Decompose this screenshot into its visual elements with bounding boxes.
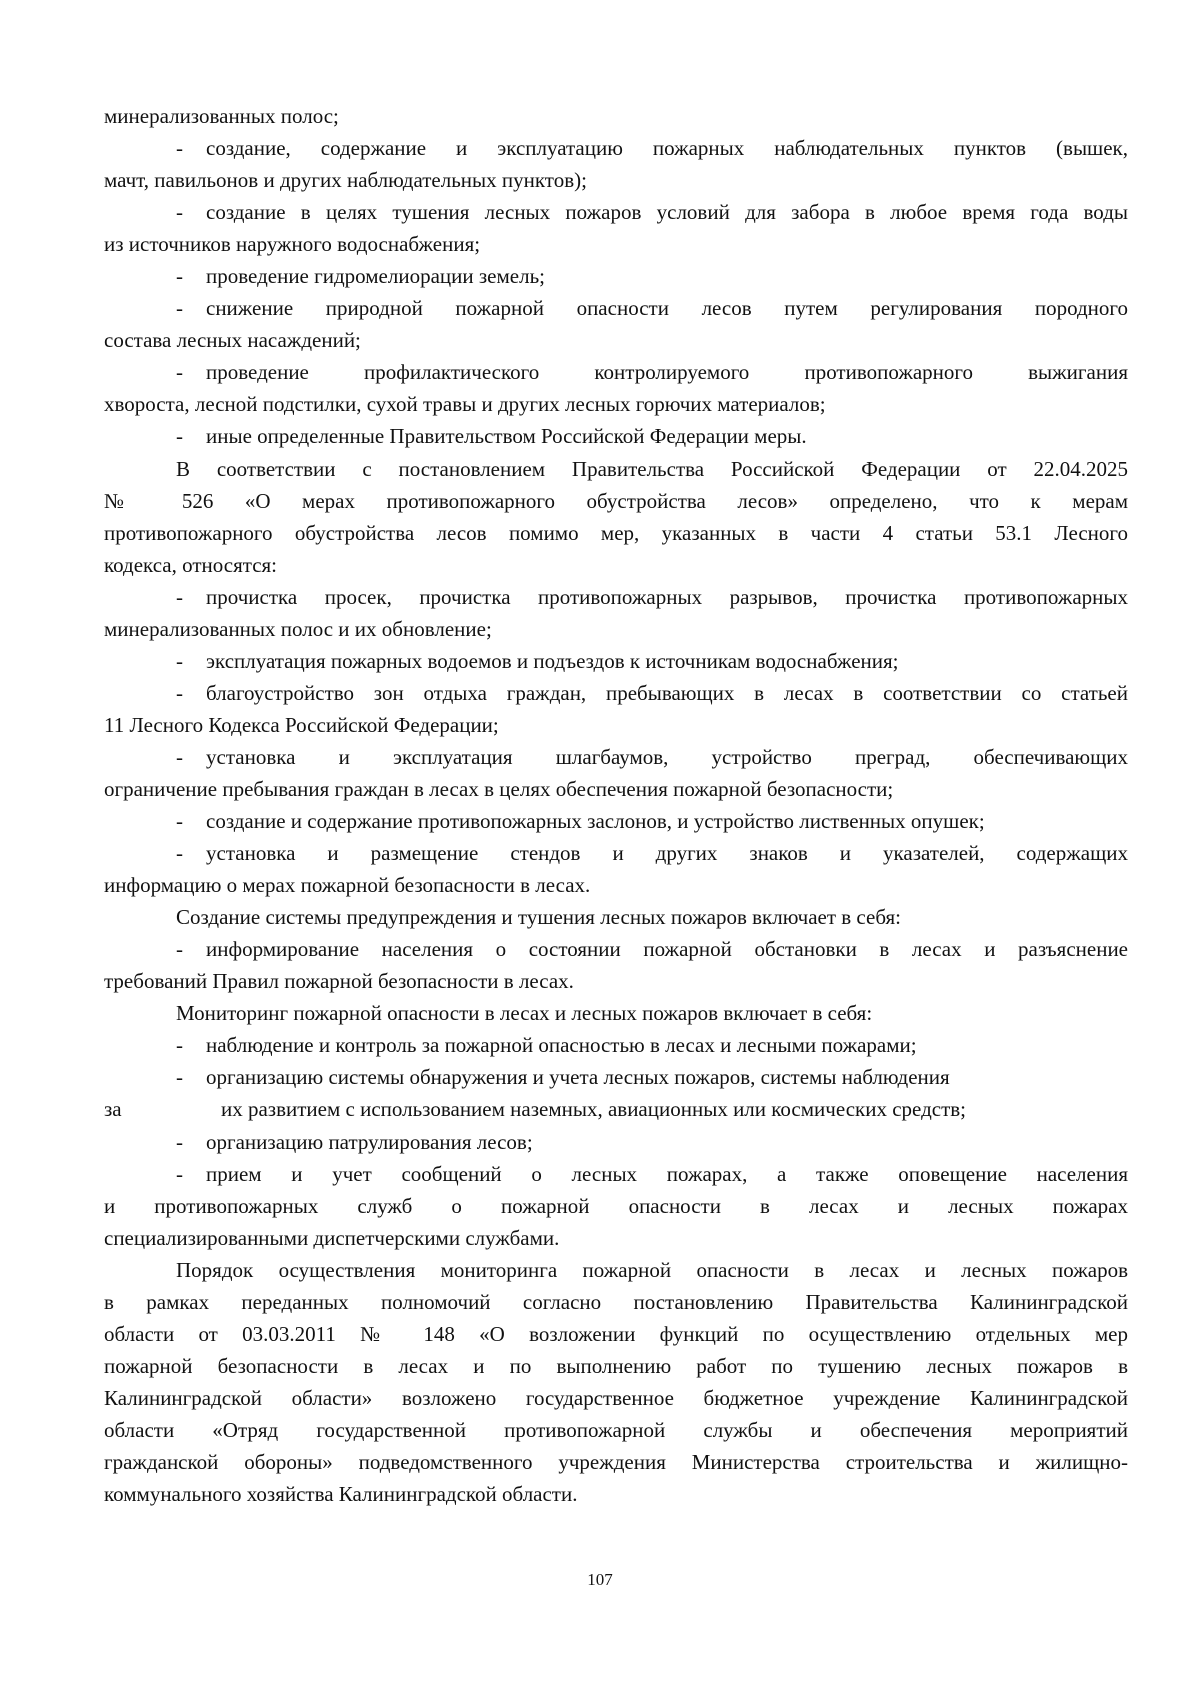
text-line	[104, 709, 1128, 741]
line-text: кодекса, относятся:	[104, 552, 278, 577]
paragraph-za	[104, 1093, 1128, 1125]
line-text: ограничение пребывания граждан в лесах в целях обеспечения пожарной безопасности;	[104, 776, 894, 801]
paragraph-bullet	[104, 645, 1128, 677]
text-line	[104, 1029, 1128, 1061]
text-line	[104, 869, 1128, 901]
text-line	[104, 645, 1128, 677]
line-text: прочистка просек, прочистка противопожарных разрывов, прочистка противопожарных	[206, 584, 1128, 609]
line-text: коммунального хозяйства Калининградской области.	[104, 1482, 578, 1507]
paragraph-bullet	[104, 741, 1128, 805]
text-line	[104, 1061, 1128, 1093]
bullet-dash: -	[176, 296, 183, 321]
text-line	[104, 805, 1128, 837]
line-text: в рамках переданных полномочий согласно постановлению Правительства Калининградской	[104, 1289, 1128, 1314]
text-line	[104, 1318, 1128, 1350]
text-line	[104, 164, 1128, 196]
text-line	[104, 420, 1128, 452]
text-line	[104, 773, 1128, 805]
text-line	[104, 1093, 1128, 1125]
paragraph-indent	[104, 901, 1128, 933]
text-line	[104, 549, 1128, 581]
bullet-dash: -	[176, 937, 183, 962]
line-text: состава лесных насаждений;	[104, 328, 361, 353]
line-text: требований Правил пожарной безопасности в лесах.	[104, 969, 574, 994]
text-line	[104, 1446, 1128, 1478]
line-text: Мониторинг пожарной опасности в лесах и лесных пожаров включает в себя:	[176, 1001, 873, 1026]
bullet-dash: -	[176, 1065, 183, 1090]
bullet-dash: -	[176, 360, 183, 385]
paragraph-cont	[104, 100, 1128, 132]
line-text: наблюдение и контроль за пожарной опасностью в лесах и лесными пожарами;	[206, 1033, 917, 1058]
bullet-dash: -	[176, 744, 183, 769]
line-text: проведение профилактического контролируемого противопожарного выжигания	[206, 360, 1128, 385]
line-text: и противопожарных служб о пожарной опасности в лесах и лесных пожарах	[104, 1193, 1128, 1218]
bullet-dash: -	[176, 200, 183, 225]
paragraph-bullet	[104, 1061, 1128, 1093]
line-text: гражданской обороны» подведомственного учреждения Министерства строительства и жилищно-	[104, 1449, 1128, 1474]
bullet-dash: -	[176, 841, 183, 866]
paragraph-indent	[104, 1254, 1128, 1510]
line-text: иные определенные Правительством Российской Федерации меры.	[206, 424, 807, 449]
bullet-dash: -	[176, 1129, 183, 1154]
line-text: Порядок осуществления мониторинга пожарной опасности в лесах и лесных пожаров	[176, 1257, 1128, 1282]
text-line	[104, 613, 1128, 645]
line-text: области «Отряд государственной противопожарной службы и обеспечения мероприятий	[104, 1417, 1128, 1442]
bullet-dash: -	[176, 584, 183, 609]
line-text: Создание системы предупреждения и тушения лесных пожаров включает в себя:	[176, 905, 901, 930]
text-line	[104, 517, 1128, 549]
bullet-dash: -	[176, 264, 183, 289]
bullet-dash: -	[176, 809, 183, 834]
line-fragment: их развитием с использованием наземных, авиационных или космических средств;	[221, 1097, 966, 1122]
line-text: пожарной безопасности в лесах и по выполнению работ по тушению лесных пожаров в	[104, 1353, 1128, 1378]
line-text: проведение гидромелиорации земель;	[206, 264, 545, 289]
paragraph-indent	[104, 453, 1128, 581]
paragraph-bullet	[104, 1158, 1128, 1254]
paragraph-bullet	[104, 837, 1128, 901]
bullet-dash: -	[176, 136, 183, 161]
text-line	[104, 1478, 1128, 1510]
line-text: области от 03.03.2011 № 148 «О возложении функций по осуществлению отдельных мер	[104, 1321, 1128, 1346]
paragraph-bullet	[104, 677, 1128, 741]
line-text: создание в целях тушения лесных пожаров условий для забора в любое время года воды	[206, 200, 1128, 225]
line-text: прием и учет сообщений о лесных пожарах, а также оповещение населения	[206, 1161, 1128, 1186]
bullet-dash: -	[176, 648, 183, 673]
text-line	[104, 1254, 1128, 1286]
line-text: создание, содержание и эксплуатацию пожарных наблюдательных пунктов (вышек,	[206, 136, 1128, 161]
text-line	[104, 677, 1128, 709]
line-text: мачт, павильонов и других наблюдательных пунктов);	[104, 168, 587, 193]
text-line	[104, 741, 1128, 773]
text-line	[104, 901, 1128, 933]
paragraph-bullet	[104, 196, 1128, 260]
paragraph-bullet	[104, 1126, 1128, 1158]
line-text: из источников наружного водоснабжения;	[104, 232, 481, 257]
paragraph-bullet	[104, 420, 1128, 452]
line-text: противопожарного обустройства лесов помимо мер, указанных в части 4 статьи 53.1 Лесного	[104, 520, 1128, 545]
paragraph-bullet	[104, 581, 1128, 645]
text-line	[104, 1350, 1128, 1382]
paragraph-indent	[104, 997, 1128, 1029]
text-line	[104, 453, 1128, 485]
line-text: 11 Лесного Кодекса Российской Федерации;	[104, 712, 499, 737]
text-line	[104, 1286, 1128, 1318]
line-text: специализированными диспетчерскими службами.	[104, 1225, 560, 1250]
text-line	[104, 196, 1128, 228]
text-line	[104, 100, 1128, 132]
line-text: минерализованных полос и их обновление;	[104, 616, 492, 641]
paragraph-bullet	[104, 132, 1128, 196]
line-text: хвороста, лесной подстилки, сухой травы и других лесных горючих материалов;	[104, 392, 826, 417]
text-line	[104, 1158, 1128, 1190]
paragraph-bullet	[104, 1029, 1128, 1061]
text-line	[104, 1382, 1128, 1414]
line-text: информацию о мерах пожарной безопасности в лесах.	[104, 873, 591, 898]
bullet-dash: -	[176, 680, 183, 705]
line-fragment: за	[104, 1097, 122, 1122]
line-text: организацию патрулирования лесов;	[206, 1129, 533, 1154]
line-text: создание и содержание противопожарных заслонов, и устройство лиственных опушек;	[206, 809, 985, 834]
paragraph-bullet	[104, 356, 1128, 420]
text-line	[104, 1126, 1128, 1158]
text-line	[104, 228, 1128, 260]
bullet-dash: -	[176, 1033, 183, 1058]
text-line	[104, 581, 1128, 613]
line-text: В соответствии с постановлением Правительства Российской Федерации от 22.04.2025	[176, 456, 1128, 481]
line-text: эксплуатация пожарных водоемов и подъездов к источникам водоснабжения;	[206, 648, 899, 673]
line-text: организацию системы обнаружения и учета лесных пожаров, системы наблюдения	[206, 1065, 950, 1090]
line-text: минерализованных полос;	[104, 104, 339, 128]
line-text: установка и размещение стендов и других знаков и указателей, содержащих	[206, 841, 1128, 866]
text-line	[104, 132, 1128, 164]
line-text: установка и эксплуатация шлагбаумов, устройство преград, обеспечивающих	[206, 744, 1128, 769]
text-line	[104, 356, 1128, 388]
document-body	[104, 100, 1128, 1510]
paragraph-bullet	[104, 805, 1128, 837]
text-line	[104, 324, 1128, 356]
text-line	[104, 485, 1128, 517]
text-line	[104, 997, 1128, 1029]
line-text: Калининградской области» возложено государственное бюджетное учреждение Калининградской	[104, 1385, 1128, 1410]
bullet-dash: -	[176, 1161, 183, 1186]
text-line	[104, 1414, 1128, 1446]
text-line	[104, 837, 1128, 869]
text-line	[104, 1222, 1128, 1254]
text-line	[104, 388, 1128, 420]
text-line	[104, 260, 1128, 292]
text-line	[104, 965, 1128, 997]
line-text: снижение природной пожарной опасности лесов путем регулирования породного	[206, 296, 1128, 321]
line-text: информирование населения о состоянии пожарной обстановки в лесах и разъяснение	[206, 937, 1128, 962]
text-line	[104, 933, 1128, 965]
paragraph-bullet	[104, 260, 1128, 292]
line-text: № 526 «О мерах противопожарного обустройства лесов» определено, что к мерам	[104, 488, 1128, 513]
paragraph-bullet	[104, 933, 1128, 997]
bullet-dash: -	[176, 424, 183, 449]
text-line	[104, 1190, 1128, 1222]
paragraph-bullet	[104, 292, 1128, 356]
page-number: 107	[587, 1570, 613, 1589]
line-text: благоустройство зон отдыха граждан, пребывающих в лесах в соответствии со статьей	[206, 680, 1128, 705]
text-line	[104, 292, 1128, 324]
